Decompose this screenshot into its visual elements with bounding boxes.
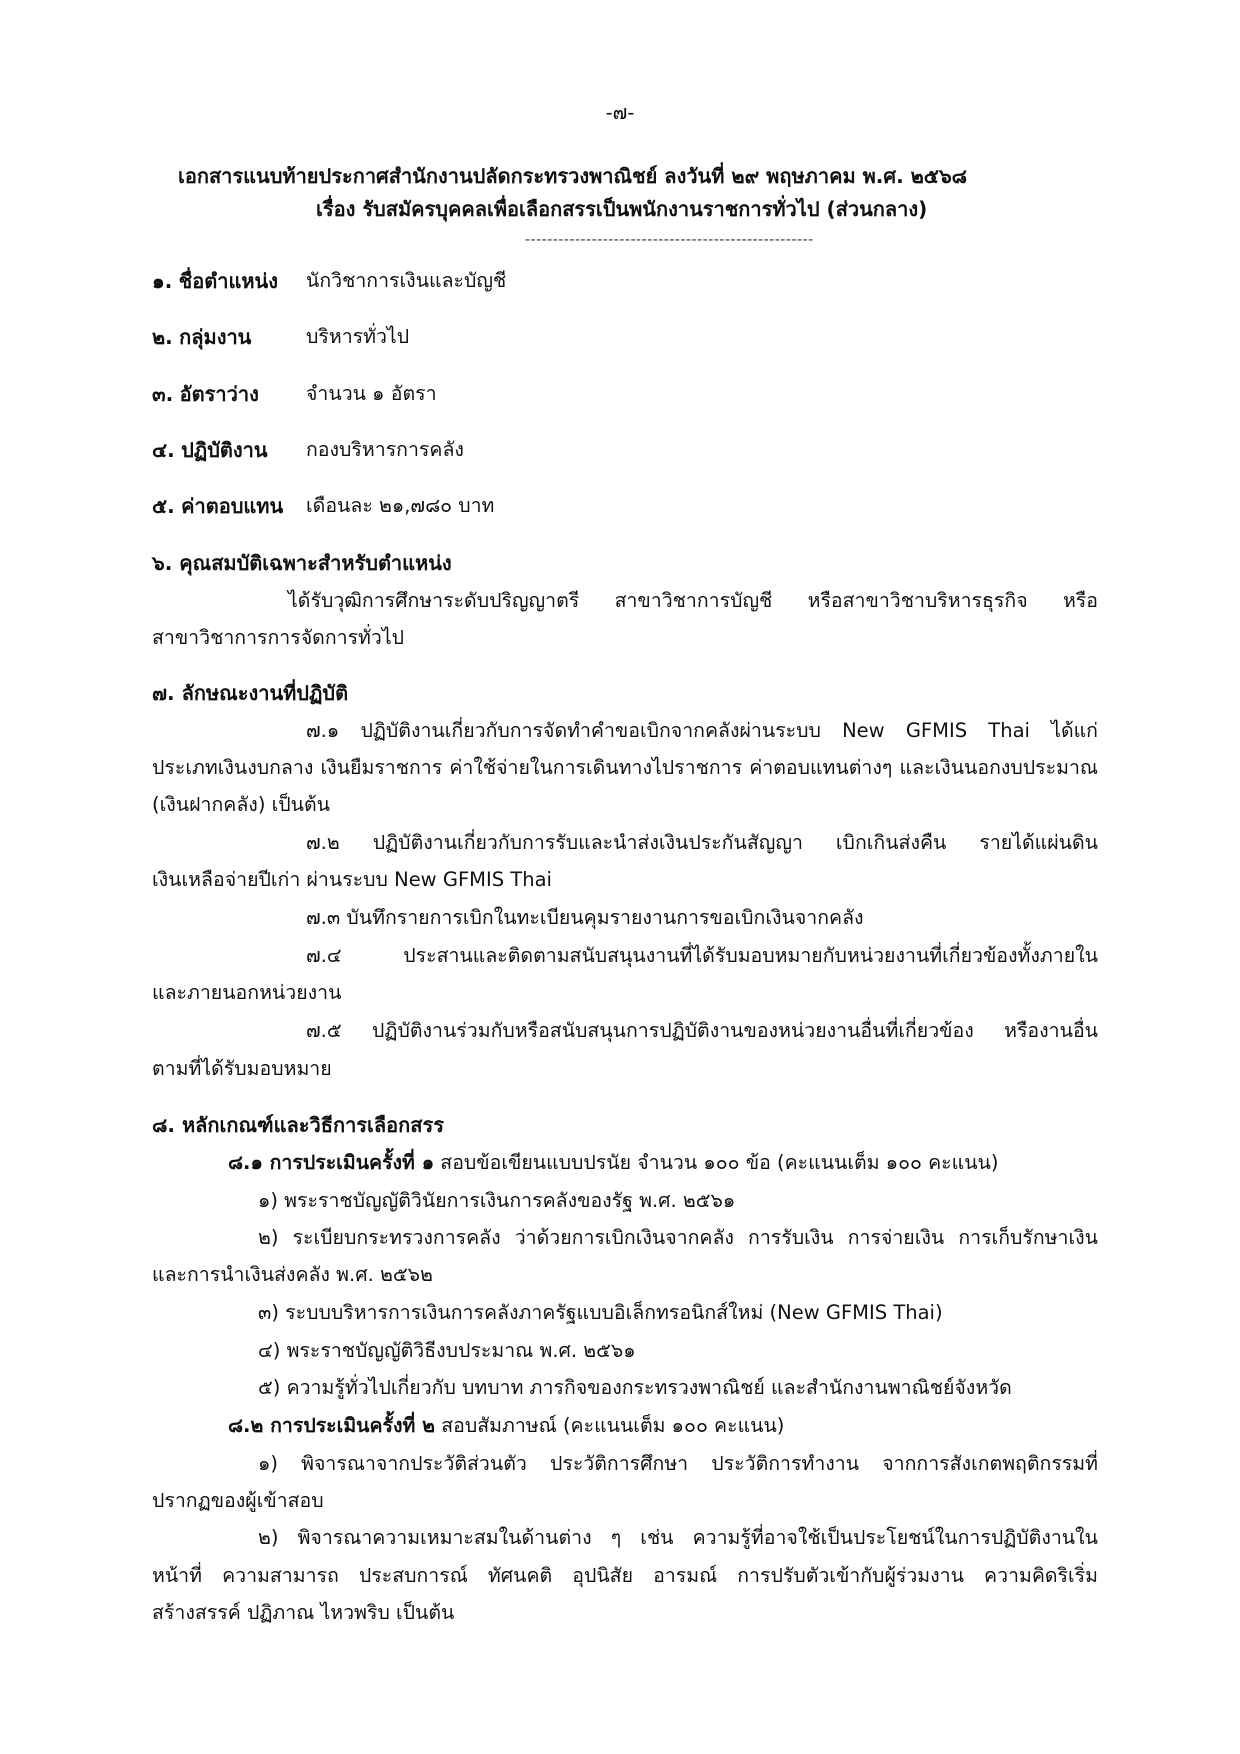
section-7-heading: ๗. ลักษณะงานที่ปฏิบัติ (152, 681, 349, 705)
section-8-sub-2-desc: สอบสัมภาษณ์ (คะแนนเต็ม ๑๐๐ คะแนน) (435, 1414, 785, 1437)
field-vacancy (152, 378, 259, 410)
section-8-sub-1-desc: สอบข้อเขียนแบบปรนัย จำนวน ๑๐๐ ข้อ (คะแนนเต็ม ๑๐๐ คะแนน) (434, 1151, 999, 1174)
field-label: ค่าตอบแทน (181, 494, 284, 518)
field-position-name (152, 265, 278, 297)
section-8-sub-2-item-continued: สร้างสรรค์ ปฏิภาณ ไหวพริบ เป็นต้น (152, 1601, 455, 1624)
field-label: กลุ่มงาน (179, 325, 252, 349)
section-8-sub-2-item: ๒) พิจารณาความเหมาะสมในด้านต่าง ๆ เช่น ความรู้ที่อาจใช้เป็นประโยชน์ในการปฏิบัติงานใน (258, 1526, 1098, 1549)
section-8-sub-2-item-continued: หน้าที่ ความสามารถ ประสบการณ์ ทัศนคติ อุปนิสัย อารมณ์ การปรับตัวเข้ากับผู้ร่วมงาน ความคิดริเริ่ม (152, 1564, 1098, 1587)
section-7-item-1-line-2: ประเภทเงินงบกลาง เงินยืมราชการ ค่าใช้จ่ายในการเดินทางไปราชการ ค่าตอบแทนต่างๆ และเงินนอกงบประมาณ (152, 756, 1098, 779)
section-7-item-4-line-1: ๗.๔ ประสานและติดตามสนับสนุนงานที่ได้รับมอบหมายกับหน่วยงานที่เกี่ยวข้องทั้งภายใน (306, 944, 1098, 967)
field-number: ๕. (152, 494, 175, 518)
field-label: ปฏิบัติงาน (181, 438, 268, 462)
header-line-1: เอกสารแนบท้ายประกาศสำนักงานปลัดกระทรวงพาณิชย์ ลงวันที่ ๒๙ พฤษภาคม พ.ศ. ๒๕๖๘ (178, 164, 968, 188)
section-8-sub-2-title: ๘.๒ การประเมินครั้งที่ ๒ (228, 1414, 436, 1437)
section-7-item-3-line-1: ๗.๓ บันทึกรายการเบิกในทะเบียนคุมรายงานการขอเบิกเงินจากคลัง (306, 906, 864, 929)
section-7-item-5-line-2: ตามที่ได้รับมอบหมาย (152, 1057, 332, 1080)
section-6-line-2: สาขาวิชาการการจัดการทั่วไป (152, 626, 405, 649)
field-number: ๑. (152, 269, 173, 293)
header-line-2: เรื่อง รับสมัครบุคคลเพื่อเลือกสรรเป็นพนักงานราชการทั่วไป (ส่วนกลาง) (316, 197, 928, 221)
field-value: บริหารทั่วไป (306, 325, 410, 348)
field-workplace (152, 434, 268, 466)
section-7-item-2-line-1: ๗.๒ ปฏิบัติงานเกี่ยวกับการรับและนำส่งเงินประกันสัญญา เบิกเกินส่งคืน รายได้แผ่นดิน (306, 831, 1098, 854)
section-8-sub-2-item-continued: ปรากฏของผู้เข้าสอบ (152, 1489, 324, 1512)
section-8-heading: ๘. หลักเกณฑ์และวิธีการเลือกสรร (152, 1113, 444, 1137)
section-8-sub-1 (228, 1147, 998, 1178)
section-8-sub-1-item-continued: และการนำเงินส่งคลัง พ.ศ. ๒๕๖๒ (152, 1263, 433, 1286)
field-value: นักวิชาการเงินและบัญชี (306, 269, 507, 292)
section-8-sub-1-item: ๒) ระเบียบกระทรวงการคลัง ว่าด้วยการเบิกเงินจากคลัง การรับเงิน การจ่ายเงิน การเก็บรักษาเงิน (258, 1226, 1098, 1249)
field-value: จำนวน ๑ อัตรา (306, 382, 437, 405)
header-divider: ---------------------------------------------------- (525, 232, 814, 248)
section-6-heading: ๖. คุณสมบัติเฉพาะสำหรับตำแหน่ง (152, 551, 452, 575)
field-compensation (152, 490, 283, 522)
section-8-sub-1-title: ๘.๑ การประเมินครั้งที่ ๑ (228, 1151, 435, 1174)
field-value: กองบริหารการคลัง (306, 438, 464, 461)
section-7-item-1-line-3: (เงินฝากคลัง) เป็นต้น (152, 793, 330, 816)
section-8-sub-1-item: ๓) ระบบบริหารการเงินการคลังภาครัฐแบบอิเล็กทรอนิกส์ใหม่ (New GFMIS Thai) (258, 1301, 943, 1324)
field-value: เดือนละ ๒๑,๗๘๐ บาท (306, 494, 495, 517)
section-7-item-5-line-1: ๗.๕ ปฏิบัติงานร่วมกับหรือสนับสนุนการปฏิบัติงานของหน่วยงานอื่นที่เกี่ยวข้อง หรืองานอื่น (306, 1019, 1098, 1042)
field-number: ๔. (152, 438, 175, 462)
field-label: อัตราว่าง (179, 382, 259, 406)
section-8-sub-1-item: ๑) พระราชบัญญัติวินัยการเงินการคลังของรัฐ พ.ศ. ๒๕๖๑ (258, 1189, 736, 1212)
section-7-item-2-line-2: เงินเหลือจ่ายปีเก่า ผ่านระบบ New GFMIS Thai (152, 868, 552, 891)
section-7-item-4-line-2: และภายนอกหน่วยงาน (152, 981, 342, 1004)
section-8-sub-2 (228, 1410, 784, 1441)
section-8-sub-1-item: ๔) พระราชบัญญัติวิธีงบประมาณ พ.ศ. ๒๕๖๑ (258, 1339, 636, 1362)
field-number: ๒. (152, 325, 173, 349)
page-number: -๗- (605, 101, 635, 124)
section-8-sub-2-item: ๑) พิจารณาจากประวัติส่วนตัว ประวัติการศึกษา ประวัติการทำงาน จากการสังเกตพฤติกรรมที่ (258, 1452, 1098, 1475)
field-work-group (152, 321, 251, 353)
field-number: ๓. (152, 382, 174, 406)
section-8-sub-1-item: ๕) ความรู้ทั่วไปเกี่ยวกับ บทบาท ภารกิจของกระทรวงพาณิชย์ และสำนักงานพาณิชย์จังหวัด (258, 1376, 1012, 1399)
section-6-line-1: ได้รับวุฒิการศึกษาระดับปริญญาตรี สาขาวิชาการบัญชี หรือสาขาวิชาบริหารธุรกิจ หรือ (288, 589, 1098, 612)
field-label: ชื่อตำแหน่ง (178, 269, 278, 293)
section-7-item-1-line-1: ๗.๑ ปฏิบัติงานเกี่ยวกับการจัดทำคำขอเบิกจากคลังผ่านระบบ New GFMIS Thai ได้แก่ (306, 719, 1098, 742)
